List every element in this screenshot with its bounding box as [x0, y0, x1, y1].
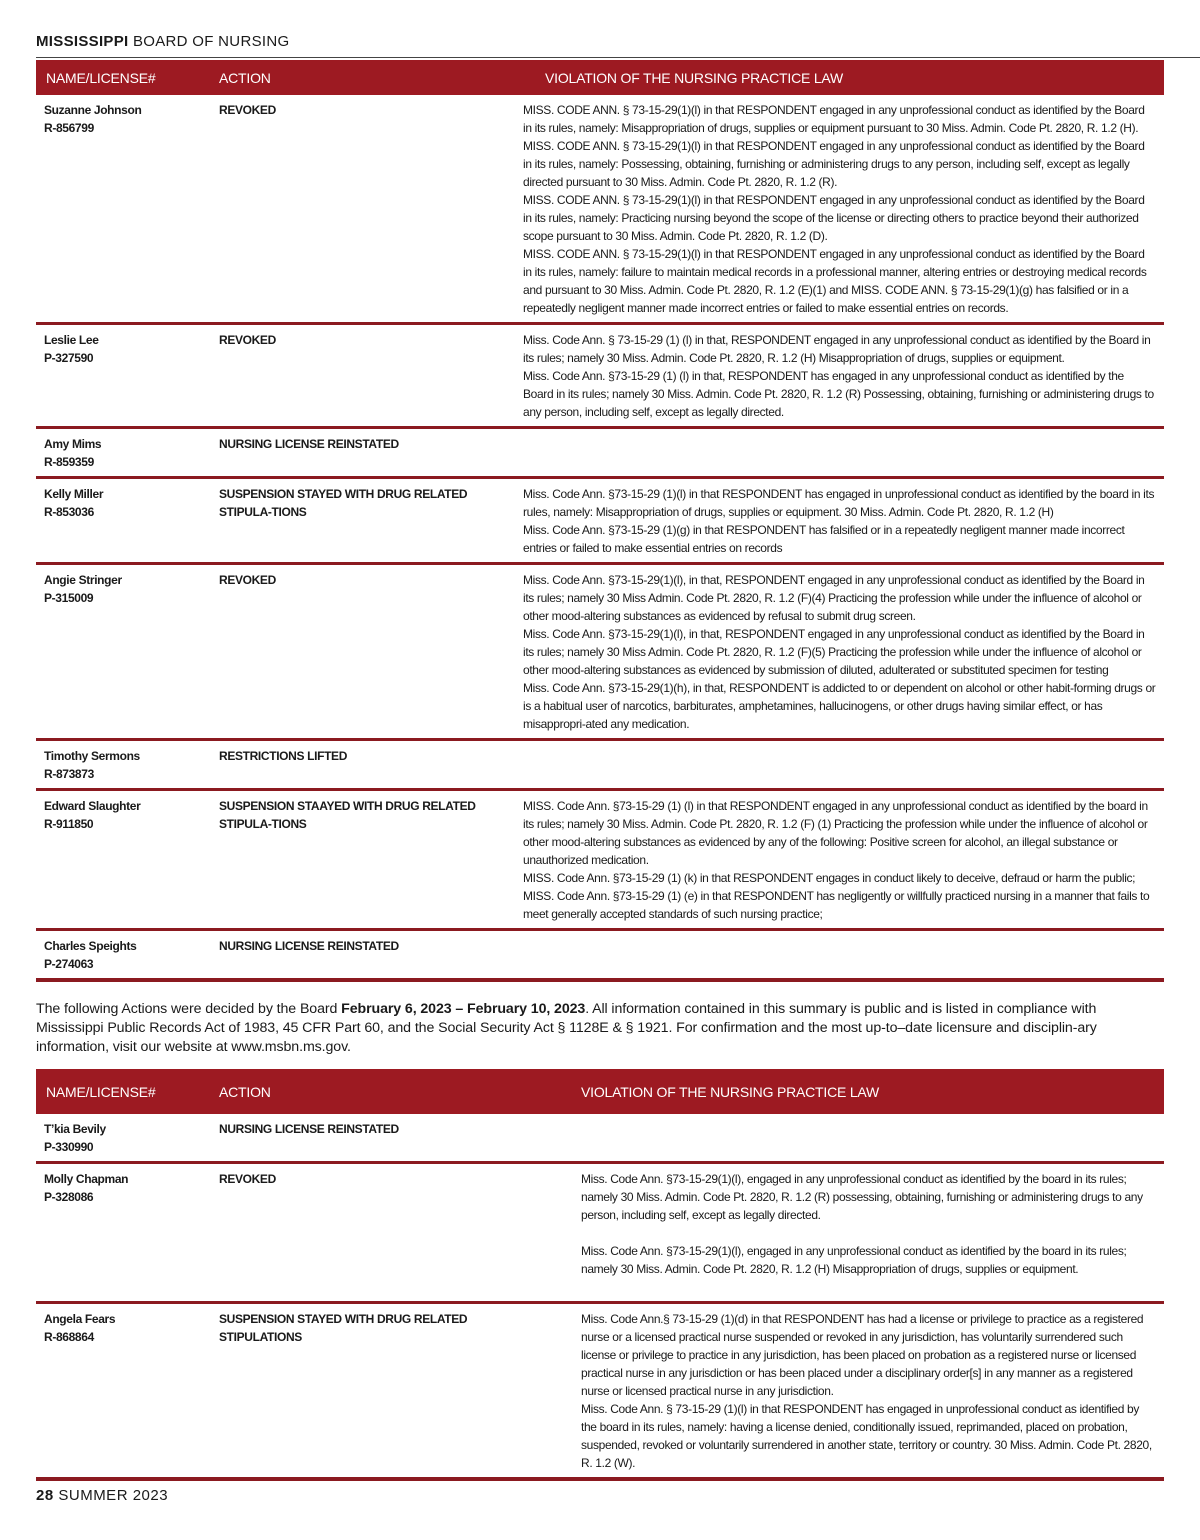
action-cell: SUSPENSION STAYED WITH DRUG RELATED STIPULA-TIONS	[219, 478, 523, 564]
violation-cell	[545, 1163, 1164, 1303]
license-number: P-330990	[44, 1140, 94, 1154]
table-header-row	[36, 1069, 1164, 1114]
intro-text-before: The following Actions were decided by the Board	[36, 1001, 342, 1017]
licensee-name: Leslie Lee	[44, 333, 99, 347]
table-row	[36, 790, 1164, 930]
action-cell: REVOKED	[219, 564, 523, 740]
action-cell: RESTRICTIONS LIFTED	[219, 740, 523, 790]
license-number: P-274063	[44, 957, 94, 971]
table-row	[36, 428, 1164, 478]
action-cell: REVOKED	[219, 1163, 545, 1303]
action-cell: NURSING LICENSE REINSTATED	[219, 930, 523, 981]
license-number: R-868864	[44, 1330, 94, 1344]
violation-text: Miss. Code Ann. §73-15-29(1)(l), engaged in any unprofessional conduct as identified by the board in its rules; namely 30 Miss. Admin. Code Pt. 2820, R. 1.2 (R) possessing, obtaining, furnishing or administering drugs to any person, including self, except as legally directed.	[581, 1172, 1143, 1222]
licensee-name: Amy Mims	[44, 437, 102, 451]
column-header-violation: VIOLATION OF THE NURSING PRACTICE LAW	[523, 60, 1164, 95]
violation-text: Miss. Code Ann.§ 73-15-29 (1)(d) in that RESPONDENT has had a license or privilege to practice as a registered nurse or a licensed practical nurse suspended or revoked in any jurisdiction, has voluntarily surrendered such license or privilege to practice in any jurisdiction, has been placed on probation as a registered nurse or licensed practical nurse in any jurisdiction or has been placed under a disciplinary order[s] in any manner as a registered nurse or licensed practical nurse in any jurisdiction.	[581, 1312, 1144, 1398]
table-row	[36, 1303, 1164, 1480]
action-cell: NURSING LICENSE REINSTATED	[219, 1114, 545, 1163]
violation-text: Miss. Code Ann. §73-15-29 (1) (l) in that, RESPONDENT has engaged in any unprofessional conduct as identified by the Board in its rules; namely 30 Miss. Admin. Code Pt. 2820, R. 1.2 (R) Possessing, obtaining, furnishing or administering drugs to any person, including self, except as legally directed.	[523, 369, 1154, 419]
action-cell: SUSPENSION STAAYED WITH DRUG RELATED STIPULA-TIONS	[219, 790, 523, 930]
violation-text: MISS. Code Ann. §73-15-29 (1) (k) in that RESPONDENT engages in conduct likely to deceive, defraud or harm the public;	[523, 871, 1136, 885]
intro-dates: February 6, 2023 – February 10, 2023	[341, 1001, 586, 1017]
license-number: P-327590	[44, 351, 94, 365]
table-row	[36, 930, 1164, 981]
violation-text: MISS. CODE ANN. § 73-15-29(1)(l) in that RESPONDENT engaged in any unprofessional conduct as identified by the Board in its rules, namely: Misappropriation of drugs, supplies or equipment pursuant to 30 Miss. Admin. Code Pt. 2820, R. 1.2 (H).	[523, 103, 1145, 135]
header-state: MISSISSIPPI	[36, 33, 129, 50]
license-number: R-873873	[44, 767, 94, 781]
page-number: 28	[36, 1487, 54, 1504]
disciplinary-actions-table-2	[36, 1069, 1164, 1481]
name-license-cell	[36, 478, 219, 564]
violation-text: Miss. Code Ann. § 73-15-29 (1)(l) in that RESPONDENT has engaged in unprofessional conduct as identified by the board in its rules, namely: having a license denied, conditionally issued, reprimanded, placed on probation, suspended, revoked or voluntarily surrendered in another state, territory or country. 30 Miss. Admin. Code Pt. 2820, R. 1.2 (W).	[581, 1402, 1152, 1470]
licensee-name: T’kia Bevily	[44, 1122, 106, 1136]
table-row	[36, 478, 1164, 564]
licensee-name: Kelly Miller	[44, 487, 104, 501]
name-license-cell	[36, 740, 219, 790]
table-row	[36, 1114, 1164, 1163]
intro-paragraph	[36, 1000, 1166, 1057]
issue-label: SUMMER 2023	[58, 1487, 169, 1504]
action-cell: REVOKED	[219, 324, 523, 428]
license-number: R-853036	[44, 505, 94, 519]
license-number: P-328086	[44, 1190, 94, 1204]
header-rule	[36, 57, 1200, 58]
action-cell: REVOKED	[219, 95, 523, 324]
violation-text: MISS. CODE ANN. § 73-15-29(1)(l) in that RESPONDENT engaged in any unprofessional conduct as identified by the Board in its rules, namely: Possessing, obtaining, furnishing or administering drugs to any person, including self, except as legally directed pursuant to 30 Miss. Admin. Code Pt. 2820, R. 1.2 (R).	[523, 139, 1145, 189]
action-cell: SUSPENSION STAYED WITH DRUG RELATED STIPULATIONS	[219, 1303, 545, 1480]
column-header-name: NAME/LICENSE#	[36, 1069, 219, 1114]
name-license-cell	[36, 324, 219, 428]
header-org: BOARD OF NURSING	[132, 33, 290, 50]
name-license-cell	[36, 428, 219, 478]
name-license-cell	[36, 1163, 219, 1303]
column-header-name: NAME/LICENSE#	[36, 60, 219, 95]
action-cell: NURSING LICENSE REINSTATED	[219, 428, 523, 478]
license-number: P-315009	[44, 591, 94, 605]
disciplinary-actions-table-1	[36, 60, 1164, 982]
column-header-action: ACTION	[219, 1069, 545, 1114]
violation-cell	[523, 478, 1164, 564]
table-row	[36, 95, 1164, 324]
violation-cell	[523, 930, 1164, 981]
table-row	[36, 740, 1164, 790]
violation-text: MISS. CODE ANN. § 73-15-29(1)(l) in that RESPONDENT engaged in any unprofessional conduct as identified by the Board in its rules, namely: failure to maintain medical records in a professional manner, altering entries or destroying medical records and pursuant to 30 Miss. Admin. Code Pt. 2820, R. 1.2 (E)(1) and MISS. CODE ANN. § 73-15-29(1)(g) has falsified or in a repeatedly negligent manner made incorrect entries or failed to make essential entries on records.	[523, 247, 1147, 315]
license-number: R-859359	[44, 455, 94, 469]
license-number: R-856799	[44, 121, 94, 135]
column-header-action: ACTION	[219, 60, 523, 95]
table-row	[36, 1163, 1164, 1303]
violation-text: MISS. CODE ANN. § 73-15-29(1)(l) in that RESPONDENT engaged in any unprofessional conduct as identified by the Board in its rules, namely: Practicing nursing beyond the scope of the license or directing others to practice beyond their authorized scope pursuant to 30 Miss. Admin. Code Pt. 2820, R. 1.2 (D).	[523, 193, 1145, 243]
licensee-name: Charles Speights	[44, 939, 137, 953]
violation-cell	[545, 1303, 1164, 1480]
violation-cell	[523, 95, 1164, 324]
name-license-cell	[36, 95, 219, 324]
licensee-name: Molly Chapman	[44, 1172, 129, 1186]
name-license-cell	[36, 930, 219, 981]
column-header-violation: VIOLATION OF THE NURSING PRACTICE LAW	[545, 1069, 1164, 1114]
violation-cell	[523, 740, 1164, 790]
intro-text-after: . All information contained in this summary is public and is listed in compliance with Mississippi Public Records Act of 1983, 45 CFR Part 60, and the Social Security Act § 1128E & § 1921. For confirmation and the most up-to–date licensure and disciplin-ary information, visit our website at www.msbn.ms.gov.	[36, 1001, 1097, 1055]
licensee-name: Suzanne Johnson	[44, 103, 142, 117]
license-number: R-911850	[44, 817, 94, 831]
violation-cell	[523, 564, 1164, 740]
table-row	[36, 324, 1164, 428]
violation-text: Miss. Code Ann. §73-15-29(1)(l), engaged in any unprofessional conduct as identified by the board in its rules; namely 30 Miss. Admin. Code Pt. 2820, R. 1.2 (H) Misappropriation of drugs, supplies or equipment.	[581, 1244, 1127, 1276]
violation-cell	[523, 428, 1164, 478]
page-footer	[36, 1487, 168, 1504]
violation-cell	[545, 1114, 1164, 1163]
page-header	[36, 33, 289, 50]
licensee-name: Edward Slaughter	[44, 799, 141, 813]
name-license-cell	[36, 1114, 219, 1163]
licensee-name: Timothy Sermons	[44, 749, 140, 763]
violation-text: Miss. Code Ann. §73-15-29 (1)(l) in that RESPONDENT has engaged in unprofessional conduct as identified by the board in its rules, namely: Misappropriation of drugs, supplies or equipment. 30 Miss. Admin. Code Pt. 2820, R. 1.2 (H)	[523, 487, 1155, 519]
violation-text: MISS. Code Ann. §73-15-29 (1) (l) in that RESPONDENT engaged in any unprofessional conduct as identified by the board in its rules; namely 30 Miss. Admin. Code Pt. 2820, R. 1.2 (F) (1) Practicing the profession while under the influence of alcohol or other mood-altering substances as evidenced by any of the following: Positive screen for alcohol, an illegal substance or unauthorized medication.	[523, 799, 1148, 867]
violation-cell	[523, 790, 1164, 930]
violation-text: Miss. Code Ann. §73-15-29(1)(l), in that, RESPONDENT engaged in any unprofessional conduct as identified by the Board in its rules; namely 30 Miss Admin. Code Pt. 2820, R. 1.2 (F)(4) Practicing the profession while under the influence of alcohol or other mood-altering substances as evidenced by refusal to submit drug screen.	[523, 573, 1145, 623]
name-license-cell	[36, 790, 219, 930]
name-license-cell	[36, 564, 219, 740]
licensee-name: Angela Fears	[44, 1312, 116, 1326]
table-header-row	[36, 60, 1164, 95]
violation-cell	[523, 324, 1164, 428]
violation-text: Miss. Code Ann. §73-15-29(1)(l), in that, RESPONDENT engaged in any unprofessional conduct as identified by the Board in its rules; namely 30 Miss Admin. Code Pt. 2820, R. 1.2 (F)(5) Practicing the profession while under the influence of alcohol or other mood-altering substances as evidenced by submission of diluted, adulterated or substituted specimen for testing	[523, 627, 1145, 677]
licensee-name: Angie Stringer	[44, 573, 122, 587]
name-license-cell	[36, 1303, 219, 1480]
violation-text: Miss. Code Ann. §73-15-29 (1)(g) in that RESPONDENT has falsified or in a repeatedly negligent manner made incorrect entries or failed to make essential entries on records	[523, 523, 1125, 555]
violation-text: MISS. Code Ann. §73-15-29 (1) (e) in that RESPONDENT has negligently or willfully practiced nursing in a manner that fails to meet generally accepted standards of such nursing practice;	[523, 889, 1150, 921]
violation-text: Miss. Code Ann. §73-15-29(1)(h), in that, RESPONDENT is addicted to or dependent on alcohol or other habit-forming drugs or is a habitual user of narcotics, barbiturates, amphetamines, hallucinogens, or other drugs having similar effect, or has misappropri-ated any medication.	[523, 681, 1156, 731]
violation-text: Miss. Code Ann. § 73-15-29 (1) (l) in that, RESPONDENT engaged in any unprofessional conduct as identified by the Board in its rules; namely 30 Miss. Admin. Code Pt. 2820, R. 1.2 (H) Misappropriation of drugs, supplies or equipment.	[523, 333, 1151, 365]
table-row	[36, 564, 1164, 740]
